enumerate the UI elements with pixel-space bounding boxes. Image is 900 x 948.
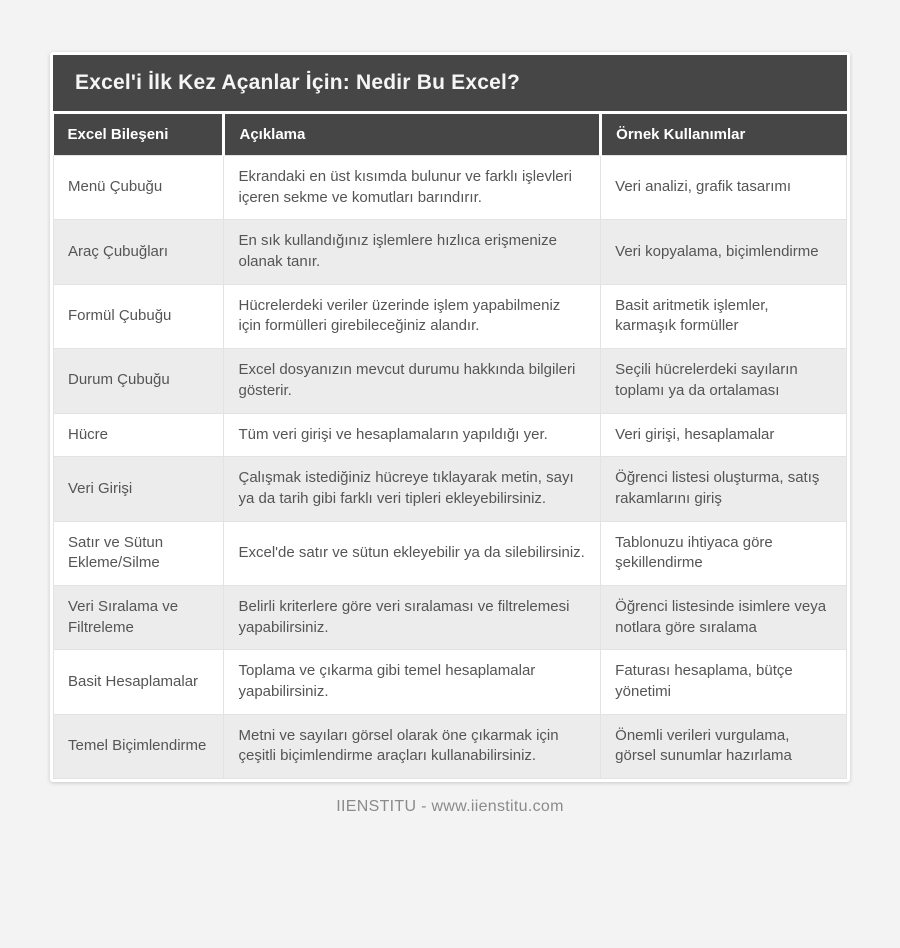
table-row — [54, 284, 847, 348]
table-row — [54, 714, 847, 778]
cell-component: Veri Girişi — [54, 457, 224, 521]
table-card — [50, 52, 850, 782]
cell-component: Menü Çubuğu — [54, 156, 224, 220]
cell-examples: Seçili hücrelerdeki sayıların toplamı ya da ortalaması — [601, 349, 847, 413]
table-row — [54, 585, 847, 649]
table-title: Excel'i İlk Kez Açanlar İçin: Nedir Bu Excel? — [53, 55, 847, 111]
cell-description: Tüm veri girişi ve hesaplamaların yapıldığı yer. — [224, 413, 601, 457]
cell-description: Ekrandaki en üst kısımda bulunur ve farklı işlevleri içeren sekme ve komutları barındırır. — [224, 156, 601, 220]
cell-description: Toplama ve çıkarma gibi temel hesaplamalar yapabilirsiniz. — [224, 650, 601, 714]
cell-component: Araç Çubuğları — [54, 220, 224, 284]
cell-component: Formül Çubuğu — [54, 284, 224, 348]
table-row — [54, 413, 847, 457]
cell-description: Belirli kriterlere göre veri sıralaması ve filtrelemesi yapabilirsiniz. — [224, 585, 601, 649]
table-row — [54, 521, 847, 585]
cell-component: Hücre — [54, 413, 224, 457]
cell-description: En sık kullandığınız işlemlere hızlıca erişmenize olanak tanır. — [224, 220, 601, 284]
header-row — [54, 114, 847, 156]
cell-examples: Veri girişi, hesaplamalar — [601, 413, 847, 457]
cell-examples: Tablonuzu ihtiyaca göre şekillendirme — [601, 521, 847, 585]
cell-component: Temel Biçimlendirme — [54, 714, 224, 778]
cell-description: Excel'de satır ve sütun ekleyebilir ya da silebilirsiniz. — [224, 521, 601, 585]
cell-description: Metni ve sayıları görsel olarak öne çıkarmak için çeşitli biçimlendirme araçları kullanabilirsiniz. — [224, 714, 601, 778]
column-header-component: Excel Bileşeni — [54, 114, 224, 156]
cell-examples: Öğrenci listesi oluşturma, satış rakamlarını giriş — [601, 457, 847, 521]
cell-component: Basit Hesaplamalar — [54, 650, 224, 714]
table-header — [54, 114, 847, 156]
page — [0, 52, 900, 948]
cell-component: Satır ve Sütun Ekleme/Silme — [54, 521, 224, 585]
table-row — [54, 156, 847, 220]
table-row — [54, 457, 847, 521]
cell-examples: Veri kopyalama, biçimlendirme — [601, 220, 847, 284]
cell-component: Durum Çubuğu — [54, 349, 224, 413]
excel-components-table — [53, 114, 847, 779]
cell-examples: Veri analizi, grafik tasarımı — [601, 156, 847, 220]
column-header-description: Açıklama — [224, 114, 601, 156]
cell-description: Hücrelerdeki veriler üzerinde işlem yapabilmeniz için formülleri girebileceğiniz alandır. — [224, 284, 601, 348]
footer-credit: IIENSTITU - www.iienstitu.com — [336, 798, 564, 816]
cell-description: Çalışmak istediğiniz hücreye tıklayarak metin, sayı ya da tarih gibi farklı veri tipleri ekleyebilirsiniz. — [224, 457, 601, 521]
cell-examples: Öğrenci listesinde isimlere veya notlara göre sıralama — [601, 585, 847, 649]
cell-description: Excel dosyanızın mevcut durumu hakkında bilgileri gösterir. — [224, 349, 601, 413]
table-row — [54, 349, 847, 413]
cell-examples: Önemli verileri vurgulama, görsel sunumlar hazırlama — [601, 714, 847, 778]
table-row — [54, 220, 847, 284]
cell-examples: Basit aritmetik işlemler, karmaşık formüller — [601, 284, 847, 348]
table-body — [54, 156, 847, 779]
cell-component: Veri Sıralama ve Filtreleme — [54, 585, 224, 649]
cell-examples: Faturası hesaplama, bütçe yönetimi — [601, 650, 847, 714]
table-row — [54, 650, 847, 714]
column-header-examples: Örnek Kullanımlar — [601, 114, 847, 156]
